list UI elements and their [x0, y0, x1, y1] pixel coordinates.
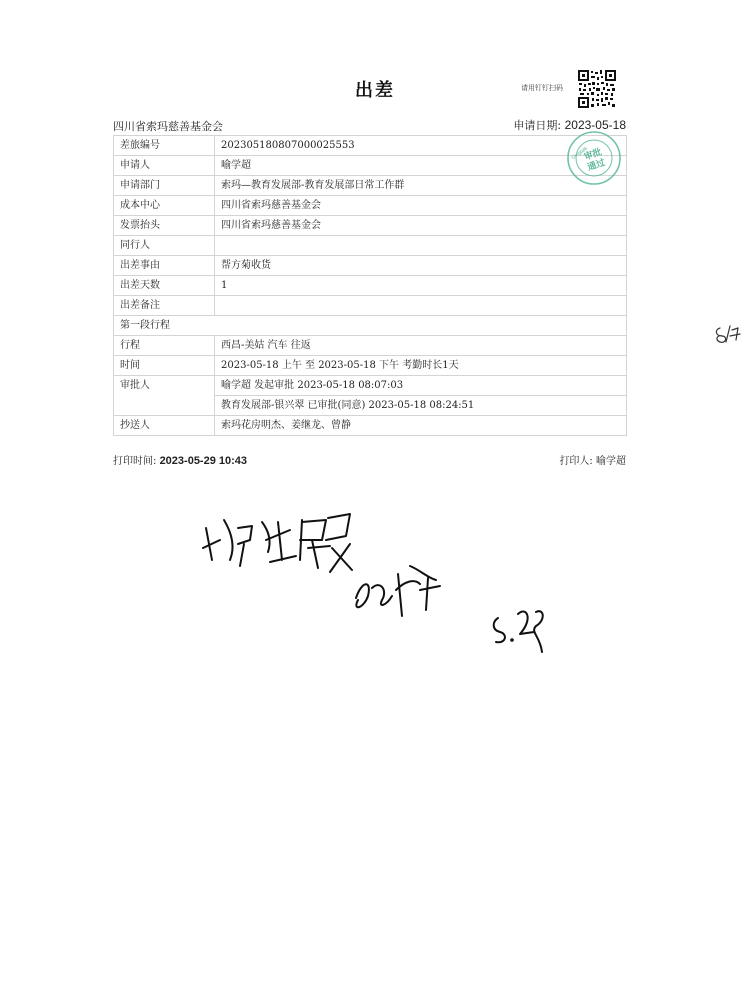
table-row	[114, 276, 627, 296]
field-value: 帮方菊收货	[215, 256, 627, 276]
field-label: 申请部门	[114, 176, 215, 196]
table-row	[114, 196, 627, 216]
printer	[559, 452, 626, 467]
field-label: 时间	[114, 356, 215, 376]
field-value: 索玛—教育发展部-教育发展部日常工作群	[215, 176, 627, 196]
handwritten-signature-1	[203, 514, 352, 572]
field-label: 成本中心	[114, 196, 215, 216]
table-row	[114, 416, 627, 436]
field-label: 发票抬头	[114, 216, 215, 236]
approved-stamp-icon	[566, 130, 622, 186]
stamp-text-line1: 审批	[582, 147, 604, 163]
field-value: 2023-05-18 上午 至 2023-05-18 下午 考勤时长1天	[215, 356, 627, 376]
approval-list	[215, 376, 627, 416]
org-name: 四川省索玛慈善基金会	[113, 120, 223, 133]
field-value: 四川省索玛慈善基金会	[215, 216, 627, 236]
table-row	[114, 236, 627, 256]
table-row	[114, 156, 627, 176]
table-row	[114, 296, 627, 316]
field-value	[215, 236, 627, 256]
page-title: 出差	[355, 80, 395, 101]
travel-form-table	[113, 135, 627, 436]
print-time-label: 打印时间:	[113, 456, 157, 467]
field-value: 西昌-美姑 汽车 往返	[215, 336, 627, 356]
approval-entry: 教育发展部-银兴翠 已审批(同意) 2023-05-18 08:24:51	[215, 395, 626, 415]
table-row	[114, 336, 627, 356]
table-row	[114, 356, 627, 376]
field-value	[215, 296, 627, 316]
table-row	[114, 256, 627, 276]
field-value: 202305180807000025553	[215, 136, 627, 156]
field-value: 四川省索玛慈善基金会	[215, 196, 627, 216]
apply-date-label: 申请日期:	[513, 119, 562, 132]
table-row	[114, 136, 627, 156]
print-time	[113, 452, 247, 467]
field-label: 审批人	[114, 376, 215, 416]
printer-label: 打印人:	[559, 456, 593, 467]
qr-code[interactable]	[577, 69, 617, 109]
field-label: 申请人	[114, 156, 215, 176]
field-value: 1	[215, 276, 627, 296]
printer-value: 喻学超	[596, 456, 626, 467]
field-label: 出差事由	[114, 256, 215, 276]
table-row	[114, 176, 627, 196]
stamp-text-line2: 通过	[586, 158, 607, 174]
apply-date-value: 2023-05-18	[564, 118, 626, 132]
section-title: 第一段行程	[114, 316, 627, 336]
field-label: 出差备注	[114, 296, 215, 316]
field-label: 行程	[114, 336, 215, 356]
field-value: 索玛花房明杰、姜继龙、曾静	[215, 416, 627, 436]
handwritten-signature-2	[356, 566, 440, 616]
approver-row	[114, 376, 627, 416]
stamp-ring-text: Dingtalk	[570, 145, 589, 161]
field-label: 差旅编号	[114, 136, 215, 156]
handwritten-date-note	[494, 611, 543, 652]
field-value: 喻学超	[215, 156, 627, 176]
qr-hint: 请用钉钉扫码	[521, 84, 563, 92]
handwritten-margin-note	[716, 326, 740, 342]
approval-entry: 喻学超 发起审批 2023-05-18 08:07:03	[221, 380, 404, 391]
field-label: 抄送人	[114, 416, 215, 436]
field-label: 同行人	[114, 236, 215, 256]
print-time-value: 2023-05-29 10:43	[159, 455, 248, 467]
table-row	[114, 216, 627, 236]
section-row	[114, 316, 627, 336]
field-label: 出差天数	[114, 276, 215, 296]
